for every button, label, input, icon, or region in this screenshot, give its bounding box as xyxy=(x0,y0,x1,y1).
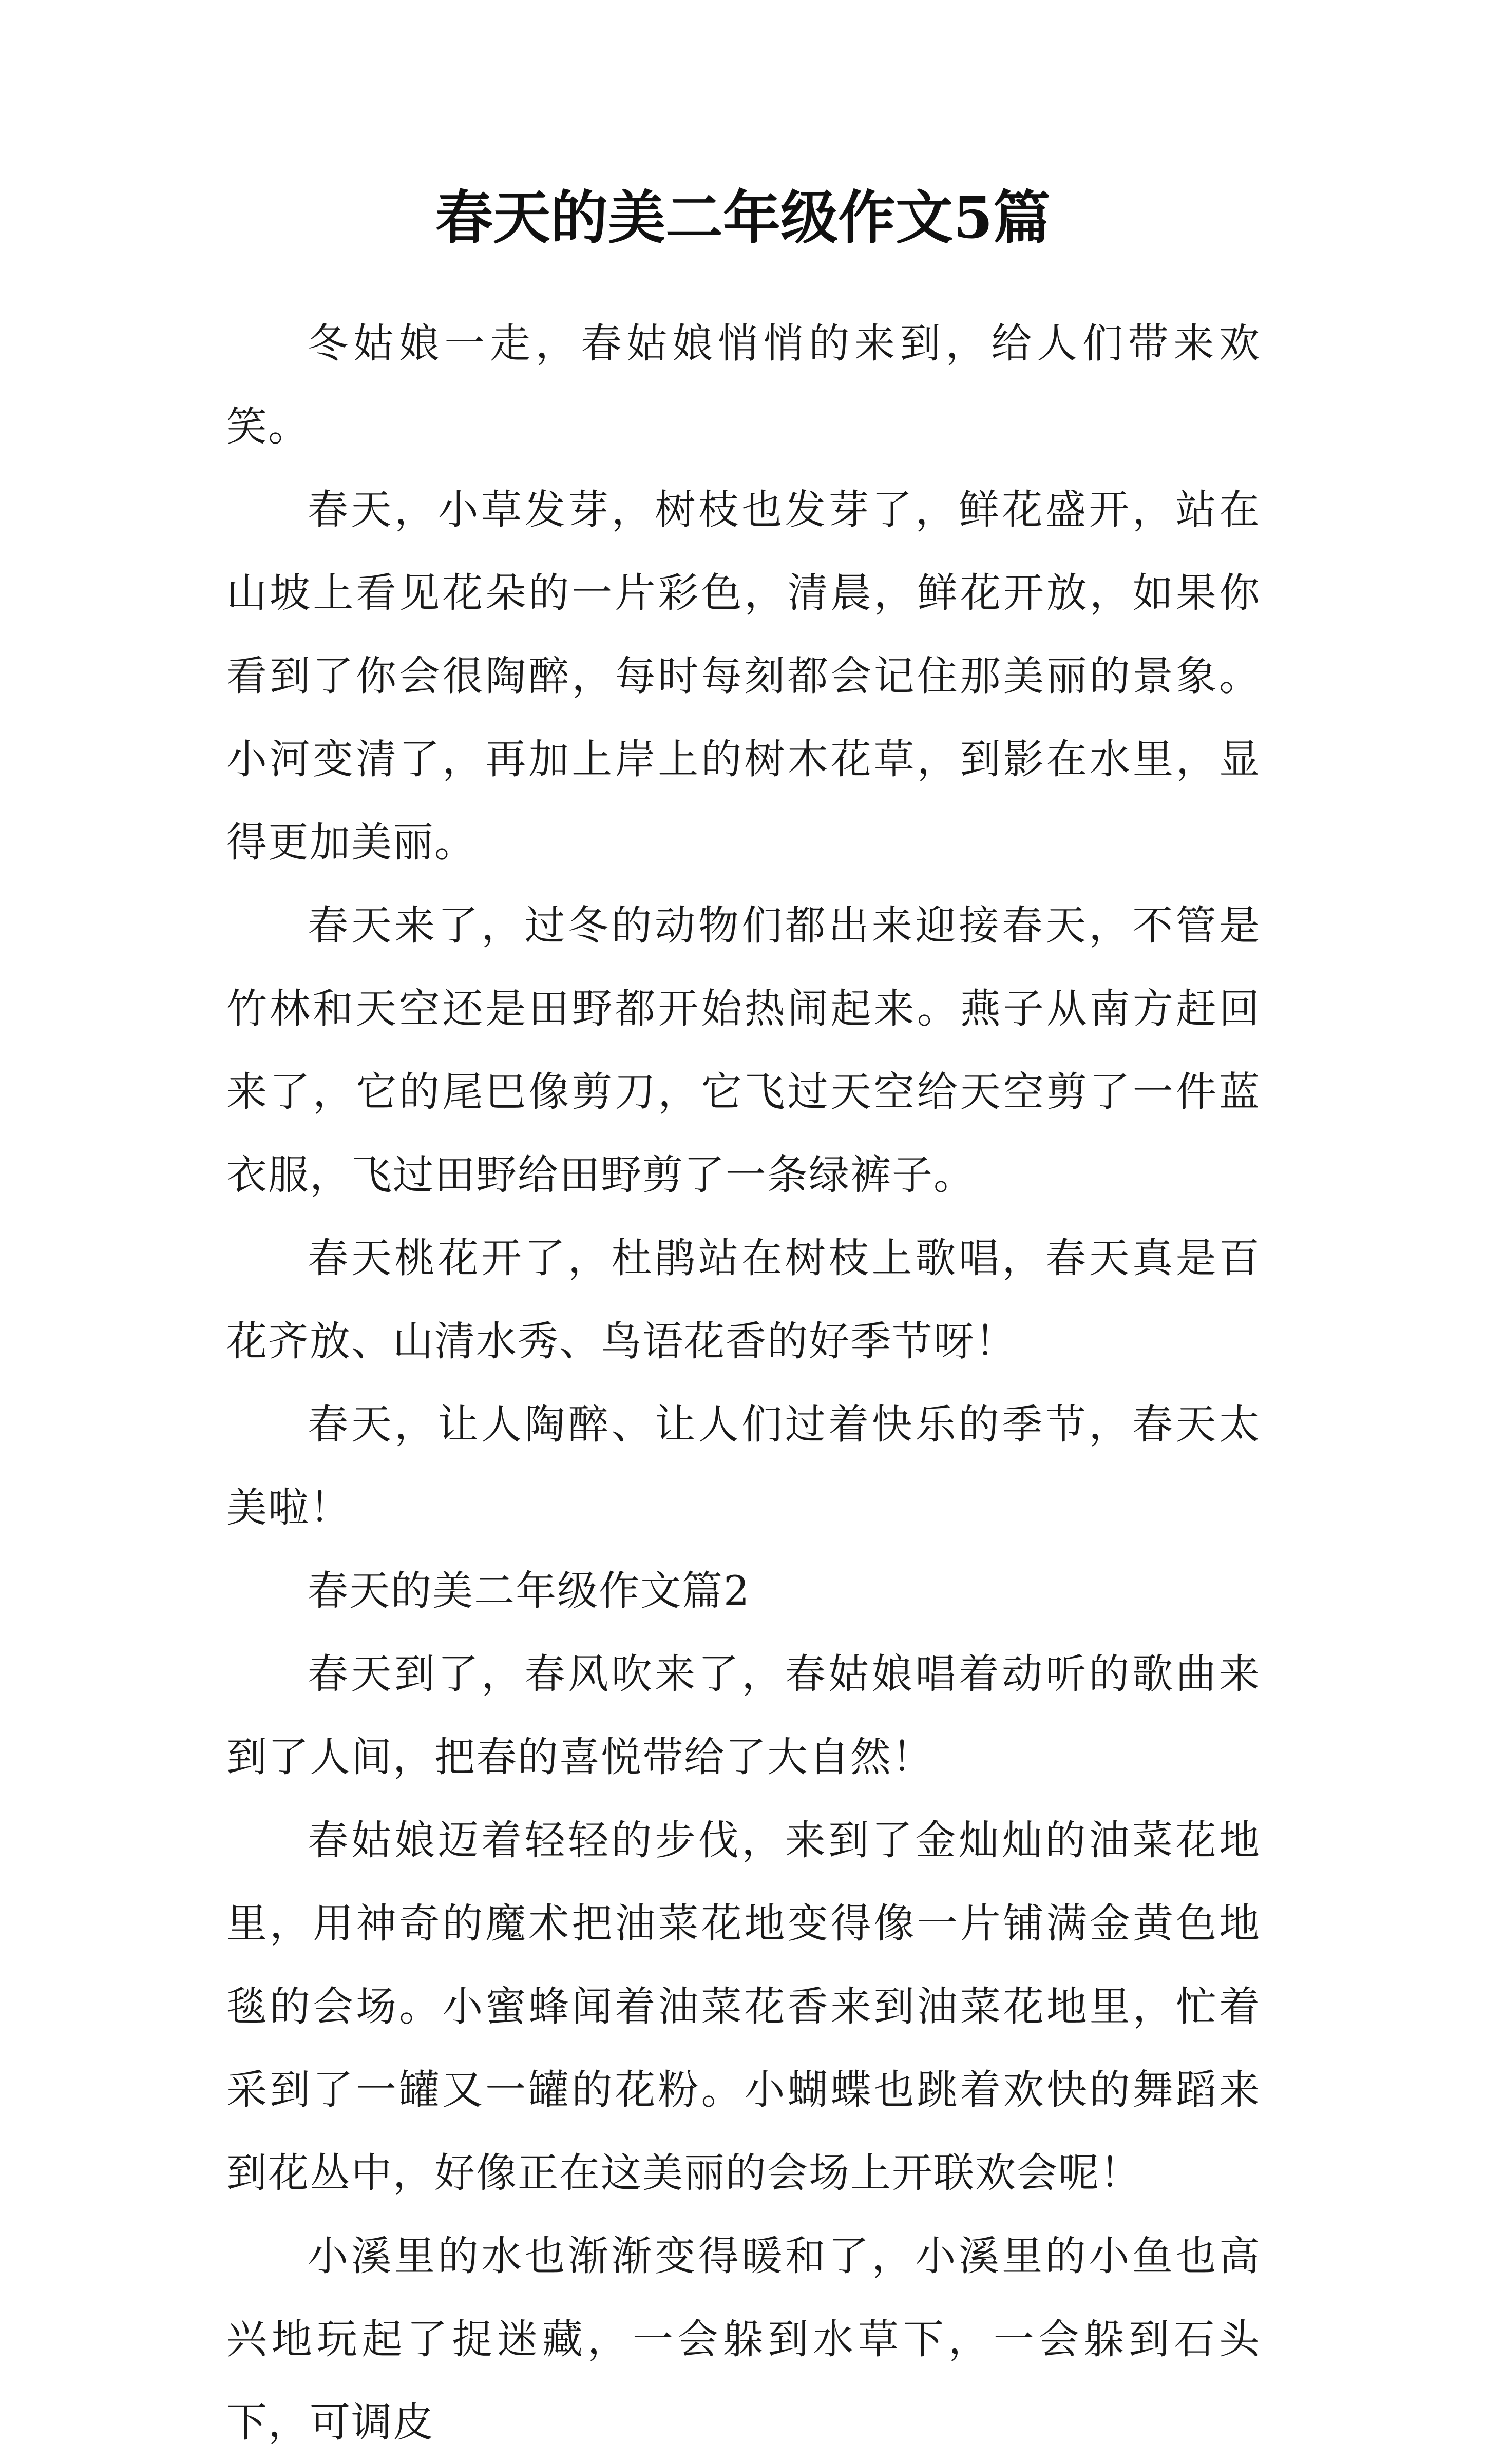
document-title: 春天的美二年级作文5篇 xyxy=(435,184,1051,252)
paragraph: 春天来了，过冬的动物们都出来迎接春天，不管是竹林和天空还是田野都开始热闹起来。燕子从南方赶回来了，它的尾巴像剪刀，它飞过天空给天空剪了一件蓝衣服，飞过田野给田野剪了一条绿裤子。 xyxy=(226,902,1261,1199)
paragraph: 春姑娘迈着轻轻的步伐，来到了金灿灿的油菜花地里，用神奇的魔术把油菜花地变得像一片铺满金黄色地毯的会场。小蜜蜂闻着油菜花香来到油菜花地里，忙着采到了一罐又一罐的花粉。小蝴蝶也跳着欢快的舞蹈来到花丛中，好像正在这美丽的会场上开联欢会呢！ xyxy=(226,1817,1261,2197)
paragraph: 春天桃花开了，杜鹃站在树枝上歌唱，春天真是百花齐放、山清水秀、鸟语花香的好季节呀！ xyxy=(226,1235,1261,1365)
paragraph: 春天，小草发芽，树枝也发芽了，鲜花盛开，站在山坡上看见花朵的一片彩色，清晨，鲜花开放，如果你看到了你会很陶醉，每时每刻都会记住那美丽的景象。小河变清了，再加上岸上的树木花草，到影在水里，显得更加美丽。 xyxy=(226,486,1261,866)
paragraph: 春天，让人陶醉、让人们过着快乐的季节，春天太美啦！ xyxy=(226,1401,1261,1531)
paragraph: 小溪里的水也渐渐变得暖和了，小溪里的小鱼也高兴地玩起了捉迷藏，一会躲到水草下，一会躲到石头下，可调皮 xyxy=(226,2232,1261,2446)
section-heading: 春天的美二年级作文篇2 xyxy=(308,1567,751,1614)
document-body xyxy=(226,302,1261,2464)
paragraph: 春天到了，春风吹来了，春姑娘唱着动听的歌曲来到了人间，把春的喜悦带给了大自然！ xyxy=(226,1650,1261,1781)
paragraph: 冬姑娘一走，春姑娘悄悄的来到，给人们带来欢笑。 xyxy=(226,320,1261,450)
